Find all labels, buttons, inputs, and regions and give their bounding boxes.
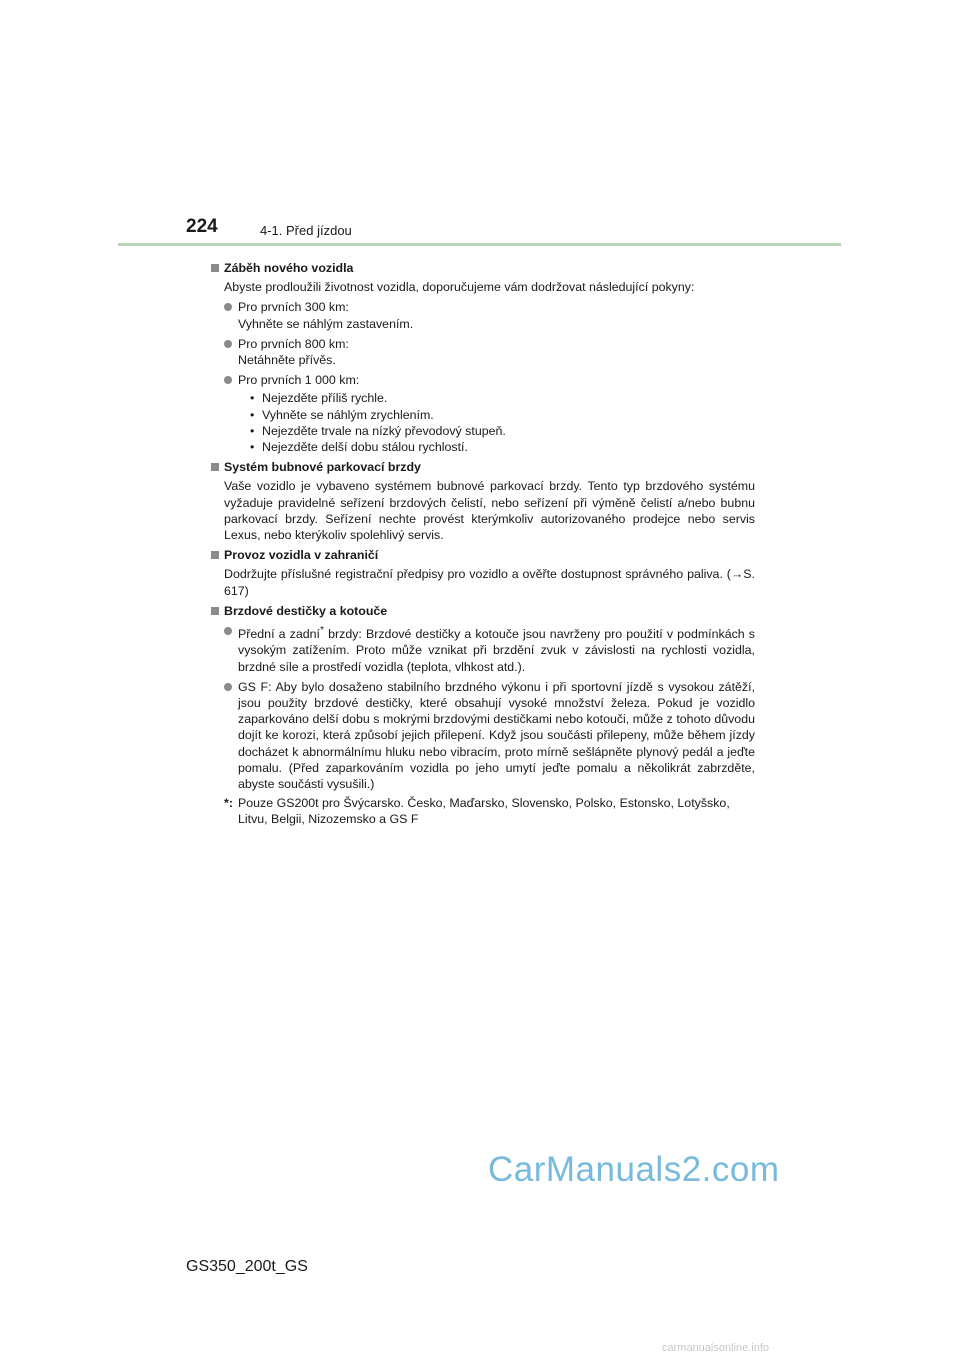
- circle-bullet-icon: [224, 627, 232, 635]
- sub-list-item: • Nejezděte příliš rychle.: [250, 391, 388, 406]
- list-item: Pro prvních 1 000 km:: [210, 372, 755, 388]
- square-bullet-icon: [211, 463, 219, 471]
- paragraph: Dodržujte příslušné registrační předpisy pro vozidlo a ověřte dostupnost správného paliva. (→S. 617): [224, 567, 755, 598]
- list-item: Přední a zadní* brzdy: Brzdové destičky a kotouče jsou navrženy pro použití v podmínkách s vysokým zatížením. Proto může vznikat při brzdění zvuk v závislosti na rychlosti vozidla, brzdné síle a prostředí vozidla (teplota, vlhkost atd.).: [210, 623, 755, 675]
- heading-break-in: Záběh nového vozidla: [210, 260, 755, 276]
- source-url: carmanualsonline.info: [662, 1342, 770, 1354]
- sub-list: [210, 390, 755, 455]
- circle-bullet-icon: [224, 376, 232, 384]
- heading-brake-pads: Brzdové destičky a kotouče: [210, 603, 755, 619]
- circle-bullet-icon: [224, 303, 232, 311]
- paragraph: Abyste prodloužili životnost vozidla, doporučujeme vám dodržovat následující pokyny:: [224, 280, 695, 295]
- watermark-logo: CarManuals2.com: [488, 1150, 780, 1189]
- footnote: *: Pouze GS200t pro Švýcarsko. Česko, Maďarsko, Slovensko, Polsko, Estonsko, Lotyšsko, Litvu, Belgii, Nizozemsko a GS F: [224, 796, 730, 827]
- page-content: [210, 256, 755, 828]
- square-bullet-icon: [211, 551, 219, 559]
- sub-list-item: • Vyhněte se náhlým zrychlením.: [250, 407, 434, 422]
- sub-list-item: • Nejezděte trvale na nízký převodový stupeň.: [250, 423, 506, 438]
- list-item: Pro prvních 300 km: Vyhněte se náhlým zastavením.: [210, 299, 755, 331]
- footer-model-code: GS350_200t_GS: [186, 1258, 308, 1275]
- circle-bullet-icon: [224, 683, 232, 691]
- circle-bullet-icon: [224, 340, 232, 348]
- paragraph: Vaše vozidlo je vybaveno systémem bubnové parkovací brzdy. Tento typ brzdového systému vyžaduje pravidelné seřízení brzdových čelistí, nebo seřízení při výměně čelistí a/nebo bubnu parkovací brzdy. Seřízení nechte provést kterýmkoliv autorizovaného prodejce nebo servis Lexus, nebo kterýkoliv spolehlivý servis.: [224, 479, 755, 543]
- square-bullet-icon: [211, 607, 219, 615]
- heading-drum-brake: Systém bubnové parkovací brzdy: [210, 459, 755, 475]
- square-bullet-icon: [211, 264, 219, 272]
- heading-abroad: Provoz vozidla v zahraničí: [210, 547, 755, 563]
- section-title: 4-1. Před jízdou: [260, 223, 352, 238]
- list-item: GS F: Aby bylo dosaženo stabilního brzdného výkonu i při sportovní jízdě s vysokou zátěží, jsou použity brzdové destičky, které obsahují vysoké množství železa. Pokud je vozidlo zaparkováno delší dobu s mokrými brzdovými destičkami nebo kotouči, může z tohoto důvodu dojít ke korozi, která způsobí jejich přilepení. Když jsou součásti přilepeny, může během jízdy docházet k abnormálnímu hluku nebo vibracím, proto mírně sešlápněte plynový pedál a jeďte pomalu. (Před zaparkováním vozidla po jeho umytí jeďte pomalu a několikrát zabrzděte, abyste součásti vysušili.): [210, 679, 755, 792]
- header-rule: [118, 243, 841, 246]
- page-number: 224: [186, 216, 218, 237]
- list-item: Pro prvních 800 km: Netáhněte přívěs.: [210, 336, 755, 368]
- sub-list-item: • Nejezděte delší dobu stálou rychlostí.: [250, 440, 468, 455]
- footnote-star: *: [319, 625, 324, 637]
